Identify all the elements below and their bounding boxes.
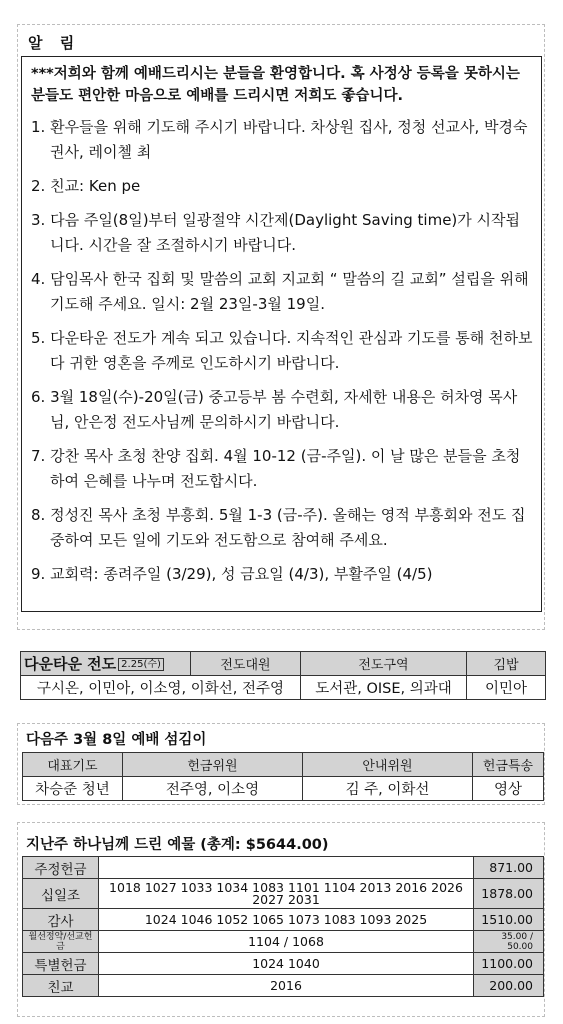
table-row [23, 975, 544, 997]
table-cell: 이민아 [467, 676, 546, 700]
offering-amount: 35.00 / 50.00 [474, 931, 544, 953]
notice-item: 9. 교회력: 종려주일 (3/29), 성 금요일 (4/3), 부활주일 (4/5) [31, 565, 433, 583]
table-row [23, 777, 544, 801]
notice-item: 1. 환우들을 위해 기도해 주시기 바랍니다. 차상원 집사, 정청 선교사, 박경숙 권사, 레이첼 최 [31, 118, 528, 161]
offering-numbers [99, 857, 474, 879]
offering-amount: 1878.00 [474, 879, 544, 909]
notice-intro: ***저희와 함께 예배드리시는 분들을 환영합니다. 혹 사정상 등록을 못하시는 분들도 편안한 마음으로 예배를 드리시면 저희도 좋습니다. [31, 66, 520, 104]
table-header: 전도구역 [301, 652, 467, 676]
offering-category: 주정헌금 [23, 857, 99, 879]
table-row [23, 857, 544, 879]
servers-table [22, 752, 544, 801]
notice-item: 2. 친교: Ken pe [31, 177, 141, 195]
table-row [21, 652, 546, 676]
evangelism-date: 2.25(수) [118, 658, 164, 671]
offering-category: 십일조 [23, 879, 99, 909]
table-cell: 차승준 청년 [23, 777, 123, 801]
offering-category: 특별헌금 [23, 953, 99, 975]
offering-amount: 1100.00 [474, 953, 544, 975]
table-header: 헌금위원 [123, 753, 303, 777]
table-header: 전도대원 [191, 652, 301, 676]
table-header: 대표기도 [23, 753, 123, 777]
table-row [23, 879, 544, 909]
evangelism-table [20, 651, 546, 700]
offering-category: 감사 [23, 909, 99, 931]
evangelism-title-cell [21, 652, 191, 676]
table-row [21, 676, 546, 700]
notice-item: 4. 담임목사 한국 집회 및 말씀의 교회 지교회 “ 말씀의 길 교회” 설립을 위해 기도해 주세요. 일시: 2월 23일-3월 19일. [31, 270, 529, 313]
table-header: 안내위원 [303, 753, 473, 777]
offering-category: 월선정약/선교헌금 [23, 931, 99, 953]
notice-item: 5. 다운타운 전도가 계속 되고 있습니다. 지속적인 관심과 기도를 통해 천하보다 귀한 영혼을 주께로 인도하시기 바랍니다. [31, 329, 533, 372]
table-cell: 영상 [473, 777, 544, 801]
table-cell: 도서관, OISE, 의과대 [301, 676, 467, 700]
offering-numbers: 1104 / 1068 [99, 931, 474, 953]
table-header: 김밥 [467, 652, 546, 676]
notice-title: 알 림 [28, 34, 81, 52]
offering-numbers: 2016 [99, 975, 474, 997]
evangelism-title: 다운타운 전도 [24, 655, 117, 673]
offering-table [22, 856, 544, 997]
offering-category: 친교 [23, 975, 99, 997]
notice-item: 8. 정성진 목사 초청 부흥회. 5월 1-3 (금-주). 올해는 영적 부흥회와 전도 집중하여 모든 일에 기도와 전도함으로 참여해 주세요. [31, 506, 526, 549]
offering-title: 지난주 하나님께 드린 예물 (총계: $5644.00) [26, 837, 329, 853]
table-cell: 구시온, 이민아, 이소영, 이화선, 전주영 [21, 676, 301, 700]
table-header: 헌금특송 [473, 753, 544, 777]
servers-title: 다음주 3월 8일 예배 섬김이 [26, 732, 207, 748]
offering-numbers: 1018 1027 1033 1034 1083 1101 1104 2013 2016 2026 2027 2031 [99, 879, 474, 909]
notice-item: 6. 3월 18일(수)-20일(금) 중고등부 봄 수련회, 자세한 내용은 허차영 목사님, 안은정 전도사님께 문의하시기 바랍니다. [31, 388, 518, 431]
table-row [23, 909, 544, 931]
notice-item: 7. 강찬 목사 초청 찬양 집회. 4월 10-12 (금-주일). 이 날 많은 분들을 초청하여 은혜를 나누며 전도합시다. [31, 447, 521, 490]
table-row [23, 953, 544, 975]
offering-amount: 871.00 [474, 857, 544, 879]
offering-amount: 200.00 [474, 975, 544, 997]
table-row [23, 931, 544, 953]
offering-numbers: 1024 1046 1052 1065 1073 1083 1093 2025 [99, 909, 474, 931]
notice-box [21, 56, 542, 612]
notice-item: 3. 다음 주일(8일)부터 일광절약 시간제(Daylight Saving time)가 시작됩니다. 시간을 잘 조절하시기 바랍니다. [31, 211, 521, 254]
table-cell: 김 주, 이화선 [303, 777, 473, 801]
offering-numbers: 1024 1040 [99, 953, 474, 975]
table-cell: 전주영, 이소영 [123, 777, 303, 801]
table-row [23, 753, 544, 777]
offering-amount: 1510.00 [474, 909, 544, 931]
